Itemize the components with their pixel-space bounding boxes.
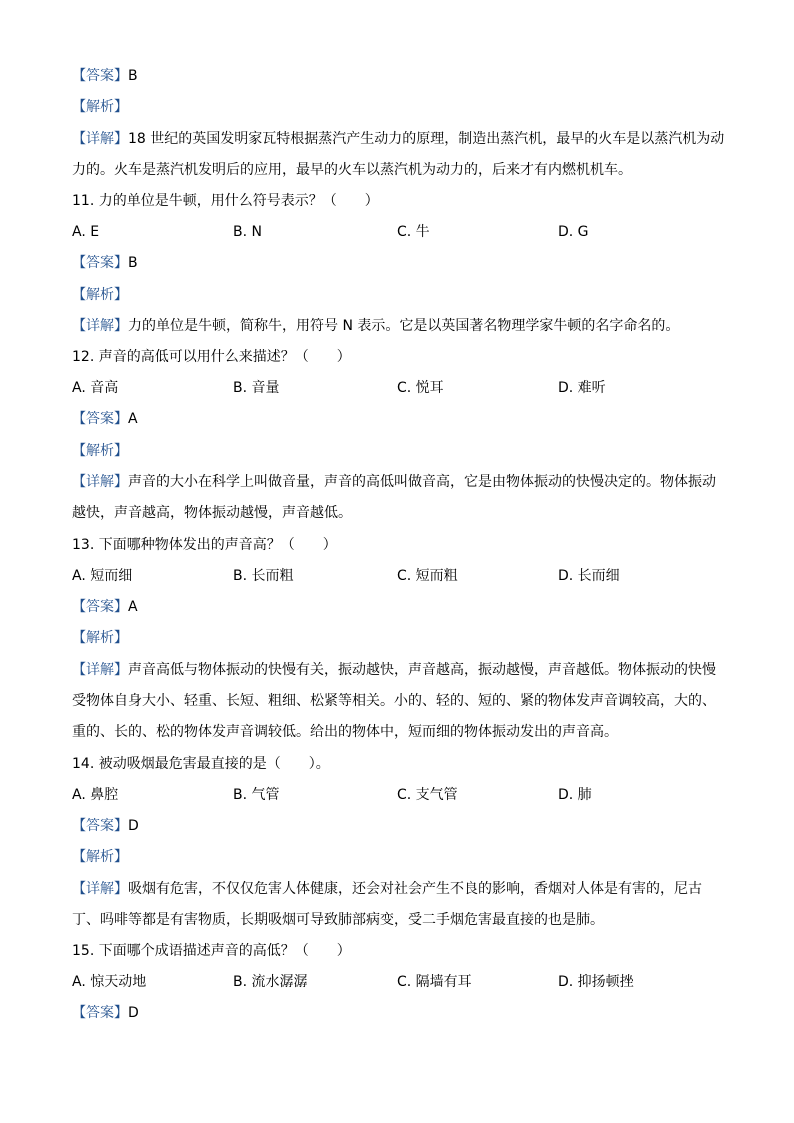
analysis-label: 【解析】 xyxy=(72,287,128,303)
answer-line xyxy=(72,816,139,836)
option-d: D. 难听 xyxy=(558,380,606,396)
answer-label: 【答案】 xyxy=(72,255,128,271)
question-11: 11. 力的单位是牛顿，用什么符号表示？（ ） xyxy=(72,193,379,209)
answer-value: D xyxy=(128,1005,139,1021)
question-13: 13. 下面哪种物体发出的声音高？（ ） xyxy=(72,537,337,553)
answer-value: B xyxy=(128,255,138,271)
options-row-15 xyxy=(72,972,732,992)
detail-text-continued: 越快，声音越高，物体振动越慢，声音越低。 xyxy=(72,505,352,521)
answer-line xyxy=(72,253,138,273)
options-row-13 xyxy=(72,566,732,586)
detail-line xyxy=(72,472,716,492)
answer-label: 【答案】 xyxy=(72,818,128,834)
question-12: 12. 声音的高低可以用什么来描述？（ ） xyxy=(72,349,351,365)
detail-text-continued: 重的、长的、松的物体发声音调较低。给出的物体中，短而细的物体振动发出的声音高。 xyxy=(72,724,618,740)
analysis-label: 【解析】 xyxy=(72,849,128,865)
answer-line xyxy=(72,409,138,429)
detail-label: 【详解】 xyxy=(72,662,128,678)
analysis-label: 【解析】 xyxy=(72,99,128,115)
detail-text: 声音的大小在科学上叫做音量，声音的高低叫做音高，它是由物体振动的快慢决定的。物体振动 xyxy=(128,474,716,490)
detail-label: 【详解】 xyxy=(72,131,128,147)
option-c: C. 隔墙有耳 xyxy=(397,974,472,990)
answer-label: 【答案】 xyxy=(72,411,128,427)
option-b: B. 流水潺潺 xyxy=(233,974,308,990)
detail-label: 【详解】 xyxy=(72,881,128,897)
answer-line xyxy=(72,1003,139,1023)
option-b: B. 长而粗 xyxy=(233,568,294,584)
detail-text: 吸烟有危害，不仅仅危害人体健康，还会对社会产生不良的影响，香烟对人体是有害的，尼古 xyxy=(128,881,702,897)
option-c: C. 短而粗 xyxy=(397,568,458,584)
answer-value: D xyxy=(128,818,139,834)
analysis-line xyxy=(72,285,128,305)
detail-label: 【详解】 xyxy=(72,318,128,334)
detail-line xyxy=(72,316,679,336)
detail-text: 力的单位是牛顿，简称牛，用符号 N 表示。它是以英国著名物理学家牛顿的名字命名的。 xyxy=(128,318,680,334)
option-d: D. G xyxy=(558,224,589,240)
detail-line xyxy=(72,660,716,680)
analysis-line xyxy=(72,847,128,867)
answer-label: 【答案】 xyxy=(72,1005,128,1021)
option-b: B. N xyxy=(233,224,262,240)
detail-line xyxy=(72,879,702,899)
answer-value: A xyxy=(128,599,138,615)
detail-text-continued: 丁、吗啡等都是有害物质，长期吸烟可导致肺部病变，受二手烟危害最直接的也是肺。 xyxy=(72,912,604,928)
option-d: D. 抑扬顿挫 xyxy=(558,974,634,990)
option-a: A. 短而细 xyxy=(72,568,133,584)
analysis-line xyxy=(72,441,128,461)
option-a: A. 音高 xyxy=(72,380,119,396)
detail-label: 【详解】 xyxy=(72,474,128,490)
option-a: A. 鼻腔 xyxy=(72,787,119,803)
analysis-label: 【解析】 xyxy=(72,443,128,459)
options-row-14 xyxy=(72,785,732,805)
option-b: B. 音量 xyxy=(233,380,280,396)
answer-label: 【答案】 xyxy=(72,599,128,615)
option-d: D. 长而细 xyxy=(558,568,620,584)
detail-line xyxy=(72,129,724,149)
question-14: 14. 被动吸烟最危害最直接的是（ ）。 xyxy=(72,756,330,772)
detail-text: 声音高低与物体振动的快慢有关，振动越快，声音越高，振动越慢，声音越低。物体振动的快慢 xyxy=(128,662,716,678)
option-c: C. 悦耳 xyxy=(397,380,444,396)
analysis-line xyxy=(72,628,128,648)
analysis-label: 【解析】 xyxy=(72,630,128,646)
answer-value: B xyxy=(128,68,138,84)
option-c: C. 牛 xyxy=(397,224,430,240)
detail-text-continued: 力的。火车是蒸汽机发明后的应用，最早的火车以蒸汽机为动力的，后来才有内燃机机车。 xyxy=(72,162,632,178)
option-a: A. E xyxy=(72,224,100,240)
answer-line xyxy=(72,66,138,86)
question-15: 15. 下面哪个成语描述声音的高低？（ ） xyxy=(72,943,351,959)
option-a: A. 惊天动地 xyxy=(72,974,147,990)
detail-text-continued: 受物体自身大小、轻重、长短、粗细、松紧等相关。小的、轻的、短的、紧的物体发声音调较高，大的、 xyxy=(72,693,716,709)
detail-text: 18 世纪的英国发明家瓦特根据蒸汽产生动力的原理，制造出蒸汽机，最早的火车是以蒸汽机为动 xyxy=(128,131,725,147)
options-row-11 xyxy=(72,222,732,242)
answer-value: A xyxy=(128,411,138,427)
answer-label: 【答案】 xyxy=(72,68,128,84)
answer-line xyxy=(72,597,138,617)
analysis-line xyxy=(72,97,128,117)
option-b: B. 气管 xyxy=(233,787,280,803)
options-row-12 xyxy=(72,378,732,398)
option-d: D. 肺 xyxy=(558,787,592,803)
option-c: C. 支气管 xyxy=(397,787,458,803)
